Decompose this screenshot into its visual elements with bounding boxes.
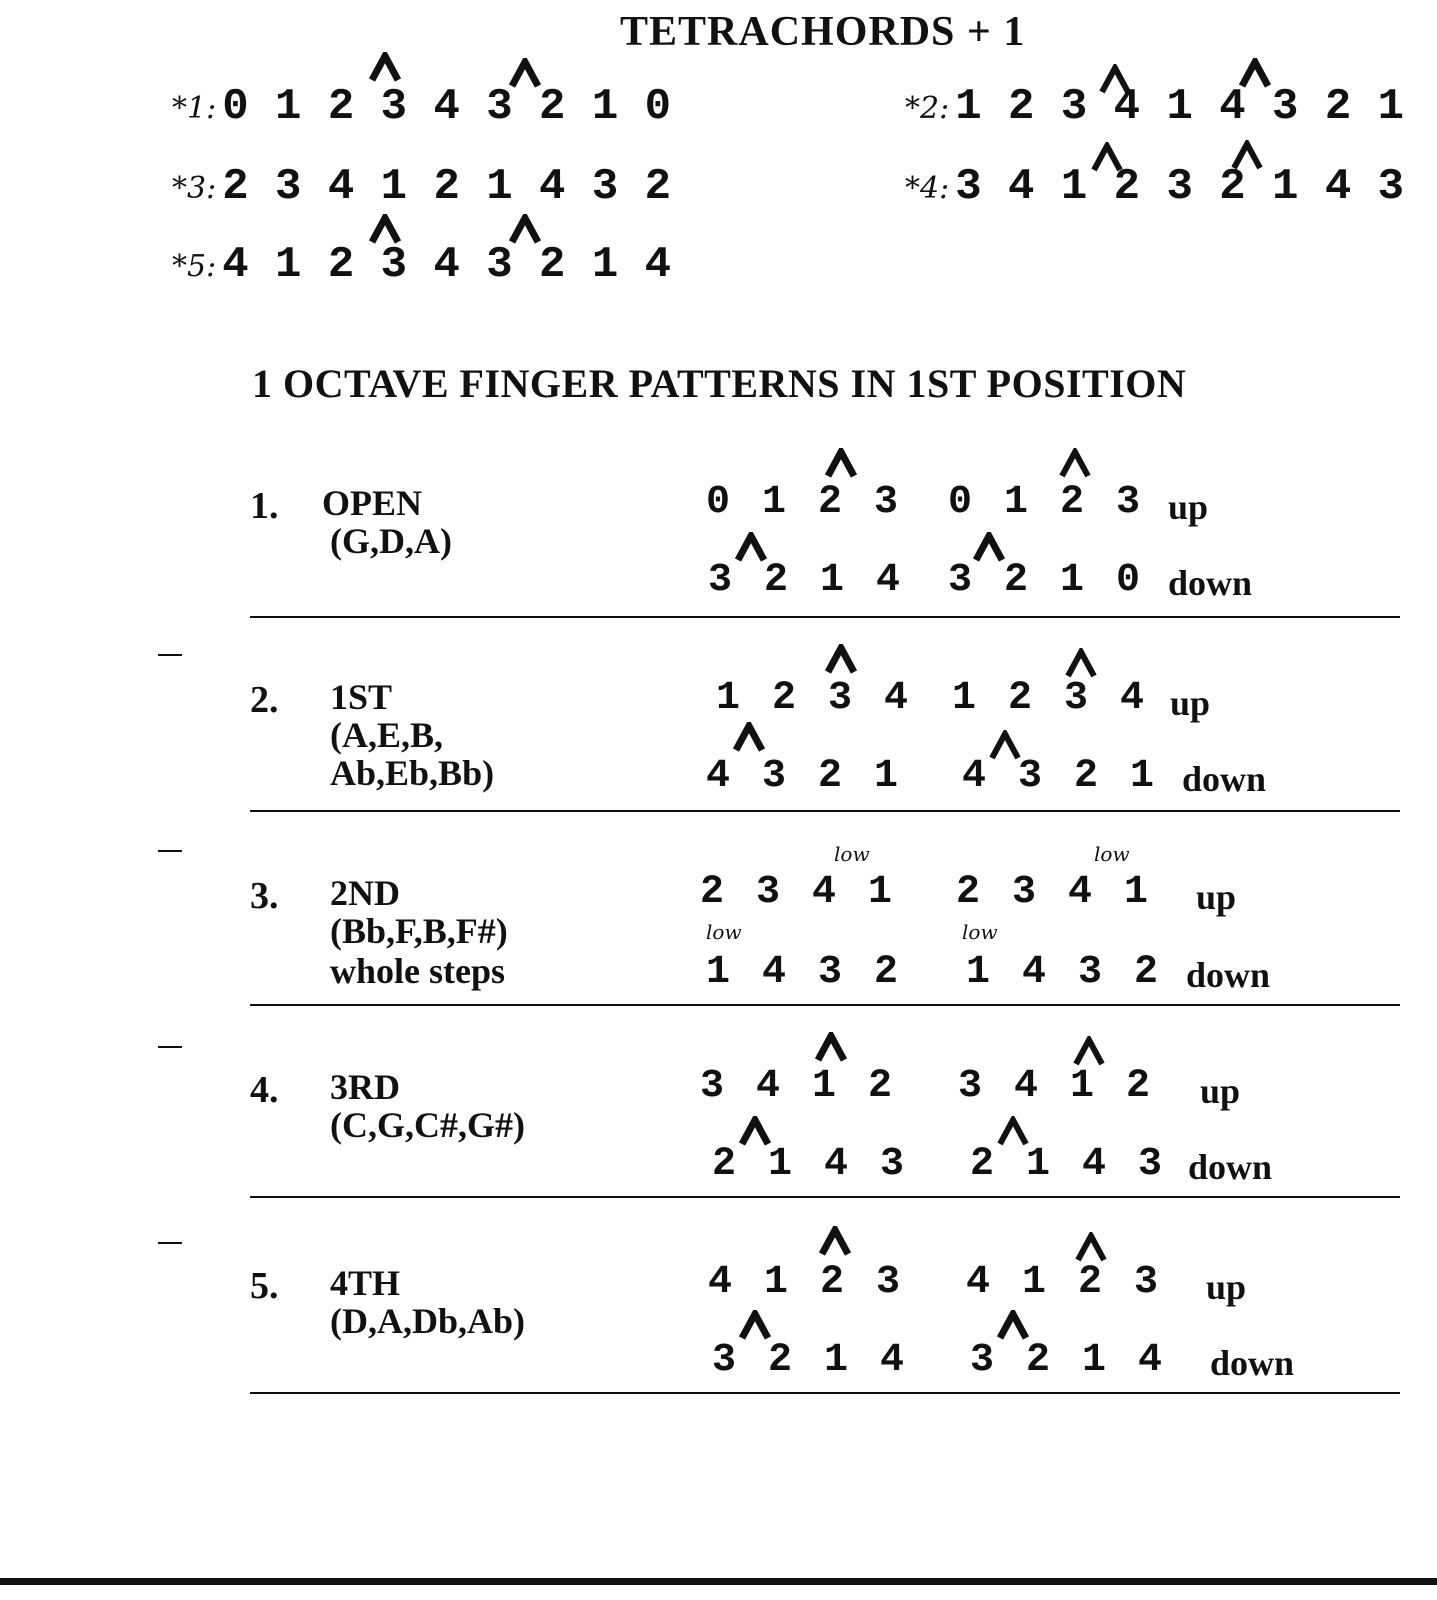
tetrachord-label: *5: <box>172 249 217 284</box>
tetrachord-5 <box>172 240 671 290</box>
pattern-notes: whole steps <box>330 951 506 991</box>
pattern-up-digits: 2 3 4 1 <box>700 870 897 915</box>
tetrachord-4 <box>905 162 1404 212</box>
pattern-up-digits: 2 3 4 1 <box>956 870 1153 915</box>
pattern-notes: (G,D,A) <box>330 521 452 561</box>
tetrachord-2 <box>905 82 1404 132</box>
direction-down-label: down <box>1182 759 1267 799</box>
direction-up-label: up <box>1168 487 1209 527</box>
pattern-up-digits: 3 4 1 2 <box>958 1064 1155 1109</box>
low-finger-mark: low <box>706 920 742 944</box>
pattern-down-digits: 3 2 1 4 <box>712 1338 909 1383</box>
half-step-caret-icon <box>824 644 858 674</box>
half-step-caret-icon <box>1230 140 1264 170</box>
half-step-caret-icon <box>1090 142 1124 172</box>
direction-down-label: down <box>1188 1147 1273 1187</box>
pattern-down-digits: 1 4 3 2 <box>706 950 903 995</box>
pattern-down-digits: 4 3 2 1 <box>706 754 903 799</box>
pattern-number: 4. <box>250 1069 279 1111</box>
direction-up-label: up <box>1206 1267 1247 1307</box>
half-step-caret-icon <box>734 532 768 562</box>
row-divider <box>250 616 1400 618</box>
margin-dash <box>158 1242 182 1244</box>
half-step-caret-icon <box>732 722 766 752</box>
pattern-name: 1ST <box>330 677 393 717</box>
pattern-number: 3. <box>250 875 279 917</box>
page-bottom-border <box>0 1578 1437 1585</box>
pattern-up-digits: 1 2 3 4 <box>952 676 1149 721</box>
half-step-caret-icon <box>1064 648 1098 678</box>
row-divider <box>250 1196 1400 1198</box>
pattern-notes: (C,G,C#,G#) <box>330 1105 525 1145</box>
half-step-caret-icon <box>988 730 1022 760</box>
direction-down-label: down <box>1168 563 1253 603</box>
half-step-caret-icon <box>972 532 1006 562</box>
low-finger-mark: low <box>1094 842 1130 866</box>
pattern-notes: (D,A,Db,Ab) <box>330 1301 526 1341</box>
direction-down-label: down <box>1186 955 1271 995</box>
pattern-down-digits: 3 2 1 4 <box>970 1338 1167 1383</box>
pattern-down-digits: 3 2 1 4 <box>708 558 905 603</box>
half-step-caret-icon <box>1072 1036 1106 1066</box>
page-title: TETRACHORDS + 1 <box>620 9 1026 55</box>
pattern-down-digits: 4 3 2 1 <box>962 754 1159 799</box>
pattern-up-digits: 1 2 3 4 <box>716 676 913 721</box>
half-step-caret-icon <box>368 52 402 82</box>
pattern-number: 2. <box>250 679 279 721</box>
pattern-name: OPEN <box>322 483 423 523</box>
pattern-down-digits: 2 1 4 3 <box>970 1142 1167 1187</box>
low-finger-mark: low <box>834 842 870 866</box>
half-step-caret-icon <box>818 1226 852 1256</box>
tetrachord-label: *4: <box>905 171 950 206</box>
section-heading: 1 OCTAVE FINGER PATTERNS IN 1ST POSITION <box>252 361 1187 406</box>
row-divider <box>250 1004 1400 1006</box>
half-step-caret-icon <box>1098 64 1132 94</box>
pattern-up-digits: 0 1 2 3 <box>706 480 903 525</box>
pattern-notes: (A,E,B, <box>330 715 444 755</box>
pattern-up-digits: 3 4 1 2 <box>700 1064 897 1109</box>
tetrachord-digits: 3 4 1 2 3 2 1 4 3 <box>955 162 1405 212</box>
pattern-up-digits: 0 1 2 3 <box>948 480 1145 525</box>
half-step-caret-icon <box>996 1310 1030 1340</box>
half-step-caret-icon <box>1238 58 1272 88</box>
pattern-up-digits: 4 1 2 3 <box>708 1260 905 1305</box>
pattern-name: 3RD <box>330 1067 400 1107</box>
tetrachord-3 <box>172 162 671 212</box>
half-step-caret-icon <box>1074 1232 1108 1262</box>
direction-up-label: up <box>1196 877 1237 917</box>
tetrachord-label: *3: <box>172 171 217 206</box>
half-step-caret-icon <box>996 1116 1030 1146</box>
pattern-name: 2ND <box>330 873 400 913</box>
pattern-down-digits: 1 4 3 2 <box>966 950 1163 995</box>
tetrachord-digits: 1 2 3 4 1 4 3 2 1 <box>955 82 1405 132</box>
direction-down-label: down <box>1210 1343 1295 1383</box>
low-finger-mark: low <box>962 920 998 944</box>
pattern-name: 4TH <box>330 1263 401 1303</box>
direction-up-label: up <box>1170 683 1211 723</box>
half-step-caret-icon <box>368 214 402 244</box>
tetrachord-digits: 0 1 2 3 4 3 2 1 0 <box>222 82 672 132</box>
half-step-caret-icon <box>824 448 858 478</box>
half-step-caret-icon <box>1058 448 1092 478</box>
margin-dash <box>158 654 182 656</box>
half-step-caret-icon <box>814 1032 848 1062</box>
tetrachord-label: *2: <box>905 91 950 126</box>
tetrachord-1 <box>172 82 671 132</box>
half-step-caret-icon <box>738 1116 772 1146</box>
pattern-down-digits: 3 2 1 0 <box>948 558 1145 603</box>
row-divider <box>250 810 1400 812</box>
margin-dash <box>158 1046 182 1048</box>
pattern-number: 5. <box>250 1265 279 1307</box>
pattern-notes: (Bb,F,B,F#) <box>330 911 508 951</box>
tetrachord-digits: 4 1 2 3 4 3 2 1 4 <box>222 240 672 290</box>
tetrachord-digits: 2 3 4 1 2 1 4 3 2 <box>222 162 672 212</box>
half-step-caret-icon <box>508 214 542 244</box>
pattern-down-digits: 2 1 4 3 <box>712 1142 909 1187</box>
half-step-caret-icon <box>508 58 542 88</box>
margin-dash <box>158 850 182 852</box>
row-divider <box>250 1392 1400 1394</box>
tetrachord-label: *1: <box>172 91 217 126</box>
pattern-notes: Ab,Eb,Bb) <box>330 753 495 793</box>
pattern-number: 1. <box>250 485 279 527</box>
half-step-caret-icon <box>738 1310 772 1340</box>
pattern-up-digits: 4 1 2 3 <box>966 1260 1163 1305</box>
direction-up-label: up <box>1200 1071 1241 1111</box>
